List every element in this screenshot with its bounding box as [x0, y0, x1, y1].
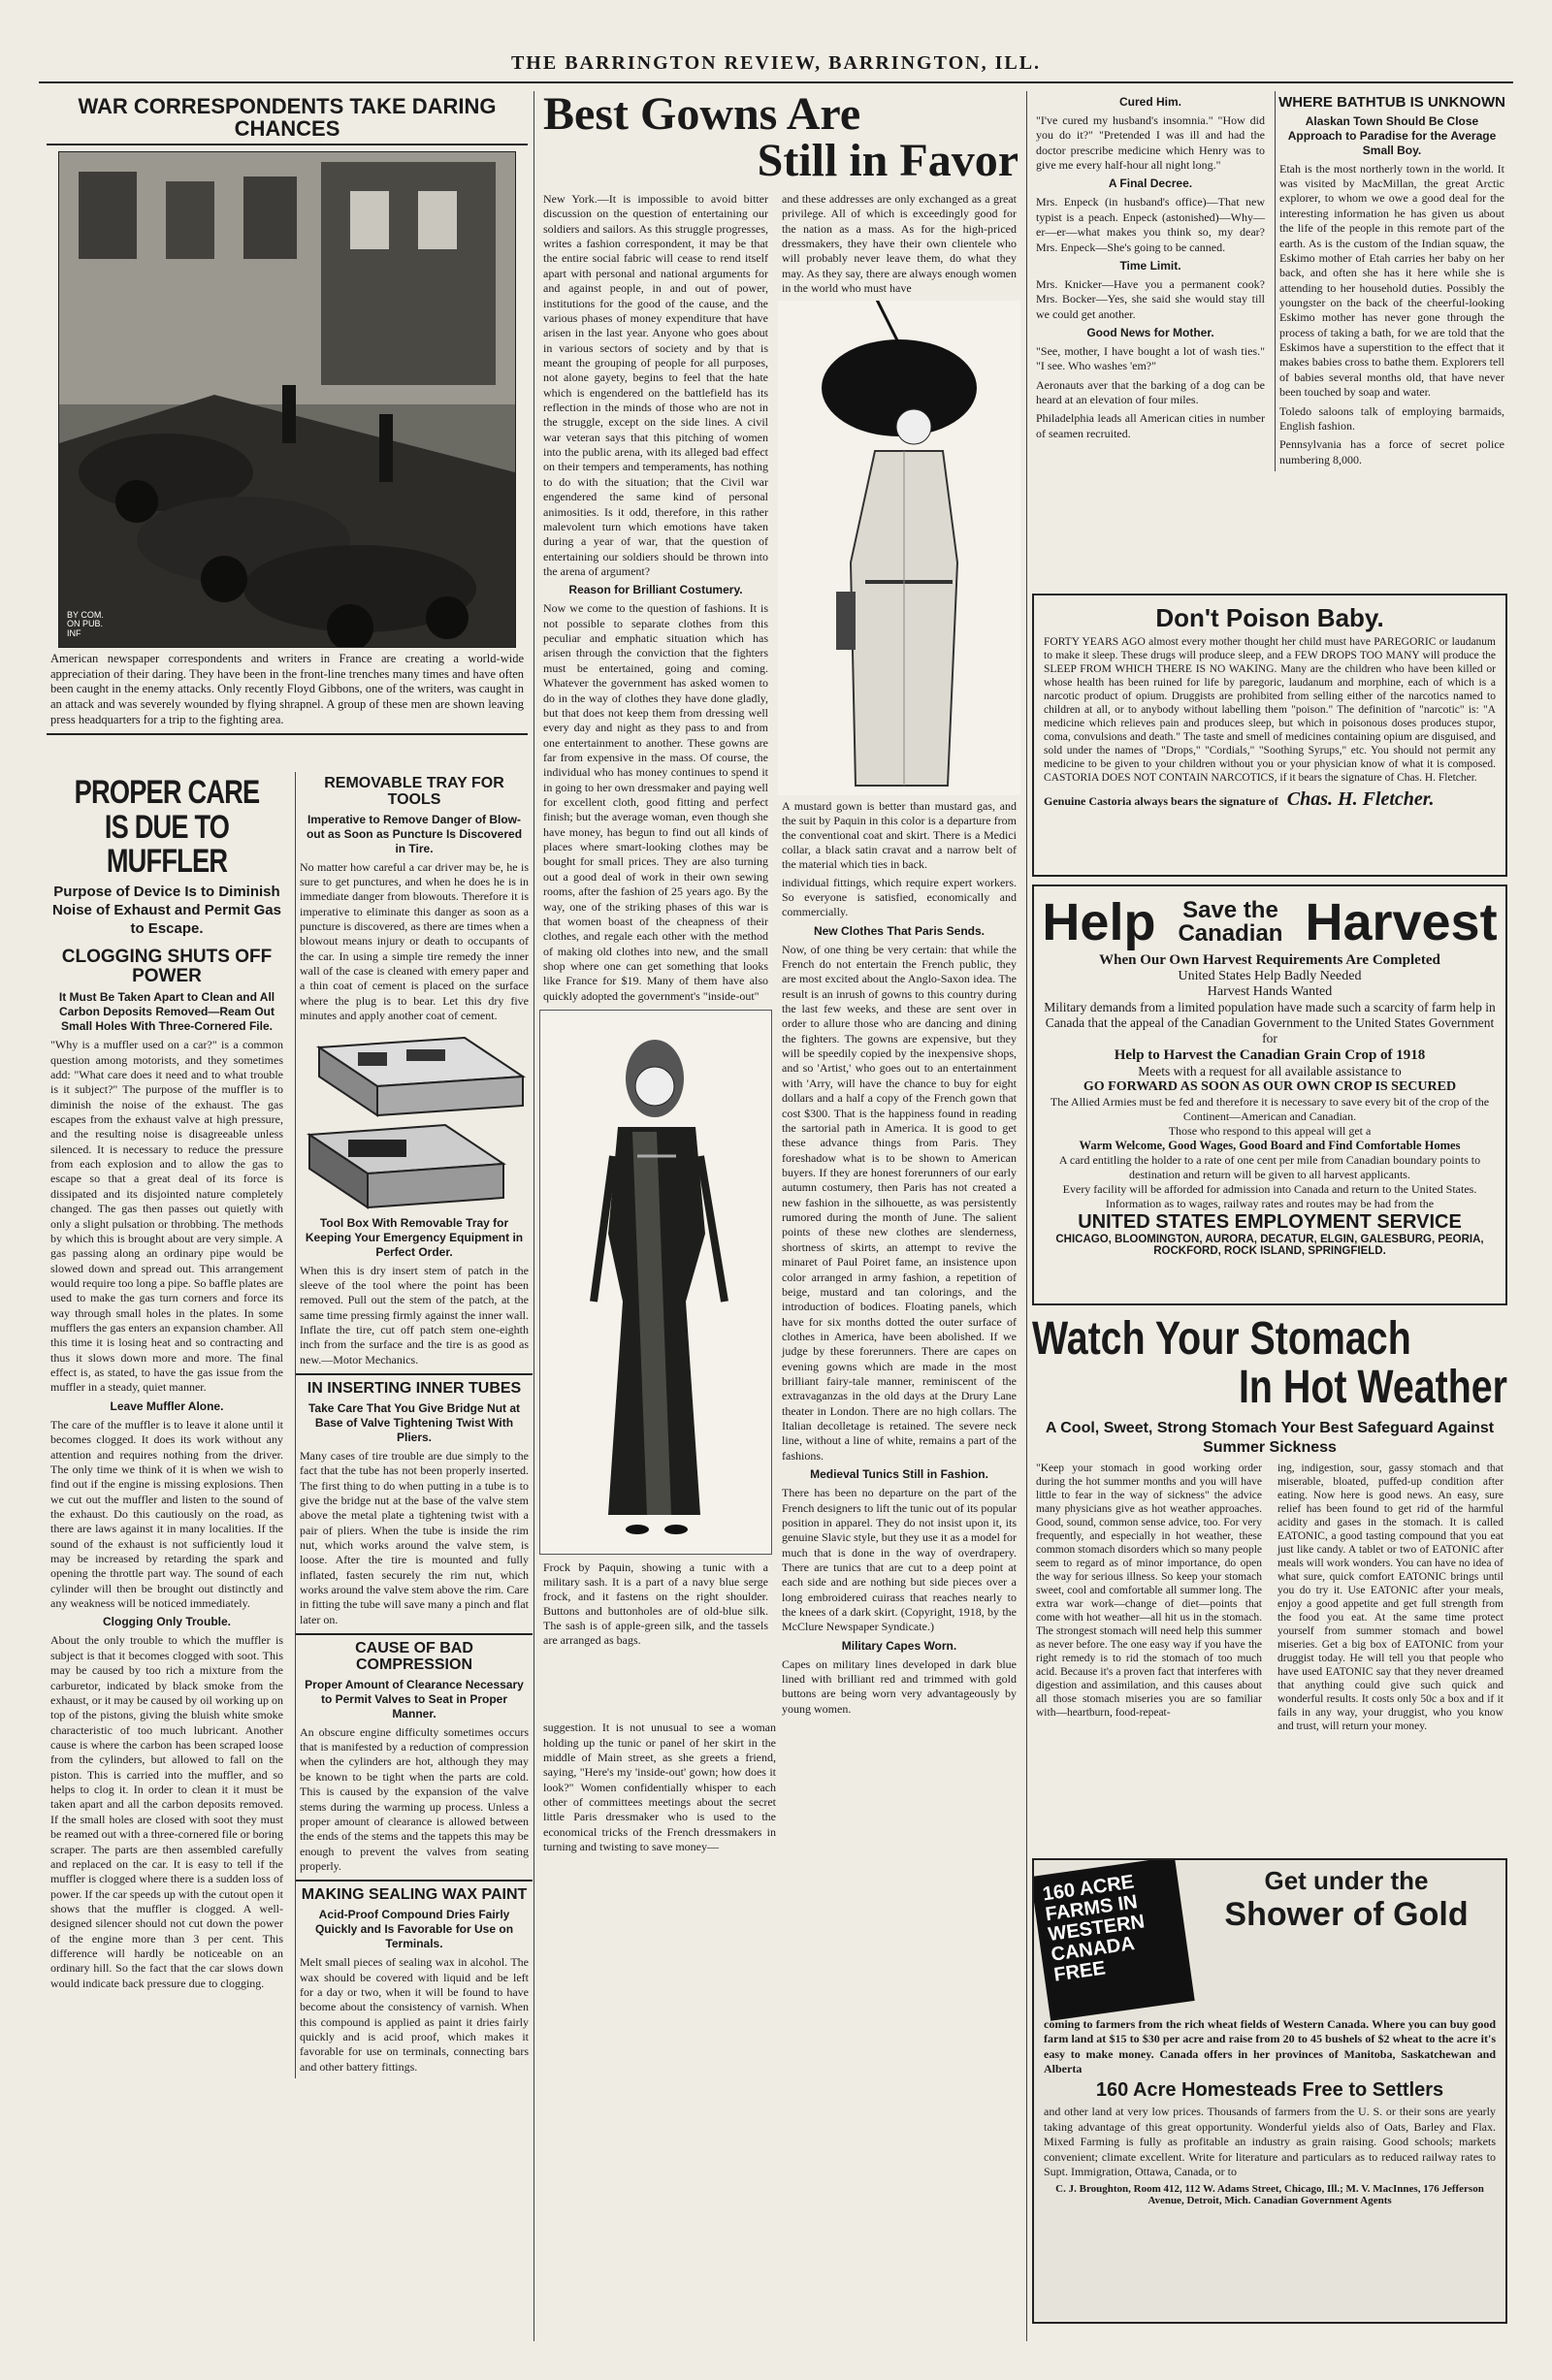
masthead: THE BARRINGTON REVIEW, BARRINGTON, ILL.: [39, 52, 1513, 83]
muffler-subhead-2: Leave Muffler Alone.: [110, 1399, 224, 1413]
eatonic-body-1: "Keep your stomach in good working order during the hot summer months and you will have little to fear in the way of sickness" the advice many physicians give as hot weather approaches. Good, sound, common sense advice, too. For very frequently, and especially in hot weather, these common stomach disorders which so many people seem to regard as of minor importance, do open the way for serious illness. So keep your stomach sweet, cool and comfortable all summer long. The extra war work—change of diet—points that come with hot weather—all hit us in the stomach. The strongest stomach will need help this summer as never before. The one easy way if you have the right remedy is to rid the stomach of too much acid. Because it's a proven fact that interferes with digestion and assimilation, and this causes about all those stomach miseries you are so familiar with—heartburn, food-repeat-: [1036, 1462, 1262, 1720]
muffler-article: [47, 772, 287, 1995]
paquin-frock-figure: [539, 1010, 772, 1555]
gowns-col-1: [539, 192, 772, 1721]
muffler-body: "Why is a muffler used on a car?" is a common question among motorists, and they sometimes add: "What care does it need and to what trouble is it subject?" The purpose of the muffler is to diminish the noise of the exhaust. The gas escapes from the exhaust valve at high pressure, and the resulting noise is disagreeable unless silenced. It is necessary to reduce the pressure from each explosion and to allow the gas to escape so that a great deal of its force is dissipated and its disjointed nature completely changed. The gas then passes out quietly with only a slight pulsation or throbbing. The methods by which this is brought about are very simple. A gas passing along an ordinary pipe would be slowed down and spread out. This arrangement would require too long a pipe. So baffle plates are used to make the gas turn corners and force its way through small holes in the plates. In some mufflers the gas enters an expansion chamber. All this time it is losing heat and so contracting and thus it slows down more and more. The final effect is, as stated, to have the gas issue from the muffler in a steady, quiet manner.: [50, 1038, 283, 1395]
muffler-body-3: About the only trouble to which the muffler is subject is that it becomes clogged with soot. This may be caused by too rich a mixture from the carburetor, indicated by black smoke from the exhaust, or it may be caused by oil working up on top of the pistons, giving the bluish white smoke characteristic of too much lubricant. Another cause is where the carbon has been scraped loose from the cylinders, but allowed to fall on the piston. This is carried into the muffler, and so helps to clog it. In order to clean it it must be taken apart and all the carbon deposits removed. If the small holes are closed with soot they must be reamed out with a three-cornered file or boring scraper. The parts are then assembled carefully and replaced on the car. It is easy to tell if the muffler is clogged where there is a sudden loss of power. If the car speeds up with the cutout open it shows that the muffler is clogged. A well-designed silencer should not cut down the power of the engine more than 3 per cent. This difference will hardly be noticeable on an ordinary hill. So the fact that the car slows down would indicate back pressure due to clogging.: [50, 1633, 283, 1990]
divider: [296, 1880, 533, 1881]
farms-top: [1040, 1866, 1500, 2011]
gowns-headline-2: Still in Favor: [757, 135, 1018, 186]
joke-body: "See, mother, I have bought a lot of wash ties." "I see. Who washes 'em?": [1036, 343, 1265, 373]
joke-body: Mrs. Knicker—Have you a permanent cook? Mrs. Bocker—Yes, she said she would stay till we could get another.: [1036, 276, 1265, 321]
muffler-subhead: CLOGGING SHUTS OFF POWER: [61, 947, 273, 987]
harvest-line: Harvest Hands Wanted: [1207, 984, 1333, 999]
castoria-ad: [1032, 594, 1507, 877]
harvest-line: Those who respond to this appeal will get a: [1168, 1123, 1372, 1138]
harvest-line: United States Help Badly Needed: [1178, 969, 1362, 983]
joke-item: [1032, 326, 1269, 374]
joke-item: [1032, 95, 1269, 173]
joke-item: [1032, 177, 1269, 254]
farms-title: [1193, 1866, 1500, 2011]
eatonic-columns: [1032, 1462, 1507, 1737]
filler-note: Toledo saloons talk of employing barmaids, English fashion.: [1279, 403, 1504, 433]
muffler-deck: Purpose of Device Is to Diminish Noise of Exhaust and Permit Gas to Escape.: [52, 884, 281, 937]
tubes-body: Many cases of tire trouble are due simply to the fact that the tube has not been properly inserted. The first thing to do when putting in a tube is to give the bridge nut at the base of the valve stem above the metal plate a tightening twist with a pair of pliers. When the tube is inside the rim nut, which works around the valve stem, is loose. After the tire is mounted and fully inflated, fasten securely the rim nut, which works around the valve stem above the rim. Care in fitting the tube will save many a pinch and flat later on.: [300, 1448, 529, 1626]
gowns-body-5: Now, of one thing be very certain: that while the French do not entertain the French public, they are most excited about the Anglo-Saxon idea. The result is an inrush of gowns to this country during the last few weeks, and these are sent over in order to allure those who are dancing and dining the fighters. The gowns are expensive, but they will be speedily copied by the inexpensive shops, and so 'Artist,' who goes out to an entertainment with 'Arry, will have the chance to buy for eight dollars and a half a copy of the French gown that cost $300. That is the happiness found in reading the sartorial path in America. It is good to get these advance things from Paris. They foreshadow what is to be shown to American buyers. If they are honest forerunners of our early autumn costumery, then Paris has not created a new fashion in the silhouette, as was persistently rumored during the month of June. The salient points of these new clothes are slenderness, shortness of skirts, an attempt to revive the minaret of Paul Poiret fame, an insistence upon color arranged in army fashion, a repetition of beige, mustard and tan colorings, and the introduction of bodices. Floating panels, which have for six months dotted the outer surface of clothes in America, have been abolished. If we judge by these forerunners. There are capes on evening gowns which are made in the most brilliant fairy-tale manner, reminiscent of the extravaganzas in the old days at the Drury Lane theater in London. There are no high collars. The Italian decolletage is retained. The severe neck line, without a line of white, remains a part of the fashions.: [782, 942, 1017, 1463]
gowns-body-3: and these addresses are only exchanged as a great privilege. All of which is exceedingly good for the nation as a mass. As for the high-priced dressmakers, they have their own clientele who will probably never leave them, do what they may. As they say, there are always enough women in the world who must have: [782, 192, 1017, 296]
muffler-headline: PROPER CARE IS DUE TO MUFFLER: [74, 774, 260, 881]
toolbox-figure: [300, 1028, 529, 1212]
war-headline: WAR CORRESPONDENTS TAKE DARING CHANCES: [47, 95, 528, 145]
harvest-save: Save the Canadian: [1178, 897, 1283, 947]
divider: [296, 1373, 533, 1375]
war-photo: [58, 151, 516, 648]
war-caption: American newspaper correspondents and writers in France are creating a world-wide appreciation of their daring. They have been in the front-line trenches many times and have often been caught in the enemy attacks. Only recently Floyd Gibbons, one of the writers, was caught in an attack and was severely wounded by flying shrapnel. A group of these men are shown leaving press headquarters for a trip to the fighting area.: [50, 652, 524, 726]
joke-title: Good News for Mother.: [1086, 325, 1214, 339]
muffler-deck-2: It Must Be Taken Apart to Clean and All Carbon Deposits Removed—Ream Out Small Holes With Three-Cornered File.: [58, 990, 275, 1034]
eatonic-headline-2: In Hot Weather: [1238, 1362, 1507, 1414]
farms-title-2: Shower of Gold: [1224, 1896, 1469, 1933]
gowns-body-8: suggestion. It is not unusual to see a woman holding up the tunic or panel of her skirt in the middle of Main street, as she greets a friend, saying, "Here's my 'inside-out' gown; how does it look?" Women confidentially whisper to each other of committees meetings about the secret little Paris dressmaker who is used to the economical tricks of the French dressmakers in turning and twisting to save money—: [543, 1721, 776, 1854]
tubes-deck: Take Care That You Give Bridge Nut at Base of Valve Tightening Twist With Pliers.: [307, 1400, 521, 1444]
harvest-cities: CHICAGO, BLOOMINGTON, AURORA, DECATUR, ELGIN, GALESBURG, PEORIA, ROCKFORD, ROCK ISLAND, SPRINGFIELD.: [1055, 1233, 1484, 1257]
harvest-line: A card entitling the holder to a rate of one cent per mile from Canadian boundary points to destination and return will be given to all harvest applicants.: [1058, 1152, 1481, 1181]
divider: [296, 1633, 533, 1635]
gowns-subhead: Reason for Brilliant Costumery.: [568, 583, 743, 597]
gowns-body: New York.—It is impossible to avoid bitter discussion on the question of entertaining our soldiers and sailors. As this struggle progresses, writes a fashion correspondent, it may be that the entire social fabric will cease to rend itself apart with personal and national arguments for and against people, in and out of power, institutions for the good of the cause, and the various phases of money expenditure that have arisen in the last year. Anyone who goes about in various sectors of society and by that is meant the grouping of people for all purposes, not alone gayety, begins to feel that the hate which is engendered on the battlefield has its reflection in the minds of those who are not in the struggle, except on the side lines. A civil war veteran says that this pitching of women into the public arena, with its alleged bad effect on their tempers and temperaments, has nothing to do with the situation; that the Civil war engendered the same kind of personal animosities. Is it odd, therefore, in this rather malevolent turn which emotions have taken during a year of war, that the question of entertaining our soldiers should be thrown into the arena of argument?: [543, 192, 768, 578]
harvest-ad: [1032, 884, 1507, 1305]
filler-note: Philadelphia leads all American cities in number of seamen recruited.: [1036, 411, 1265, 440]
tray-headline: REMOVABLE TRAY FOR TOOLS: [324, 775, 504, 808]
war-section: [47, 91, 528, 741]
bathtub-article: [1275, 91, 1508, 471]
sealing-deck: Acid-Proof Compound Dries Fairly Quickly and Is Favorable for Use on Terminals.: [314, 1908, 514, 1951]
filler-note: Aeronauts aver that the barking of a dog can be heard at an elevation of four miles.: [1036, 377, 1265, 407]
bathtub-deck: Alaskan Town Should Be Close Approach to Paradise for the Average Small Boy.: [1287, 113, 1497, 157]
street-cars-image: [59, 152, 515, 647]
jokes-column: [1032, 91, 1269, 445]
gowns-subhead-3: Medieval Tunics Still in Fashion.: [810, 1467, 988, 1482]
harvest-agency: UNITED STATES EMPLOYMENT SERVICE: [1078, 1210, 1462, 1233]
mustard-gown-illustration: [778, 301, 1020, 795]
compression-body: An obscure engine difficulty sometimes occurs that is manifested by a reduction of compression when the cylinders are hot, although they may be known to be tight when the parts are cold. This is caused by the expansion of the valve stems during the warming up process. Unless a proper amount of clearance is allowed between the ends of the stems and the tappets this may be enough to prevent the valves from seating properly.: [300, 1724, 529, 1873]
farms-agents: C. J. Broughton, Room 412, 112 W. Adams Street, Chicago, Ill.; M. V. MacInnes, 176 Jefferson Avenue, Detroit, Mich. Canadian Government Agents: [1055, 2183, 1484, 2207]
tray-body: No matter how careful a car driver may be, he is sure to get punctures, and when he does he is in immediate danger from blowouts. Therefore it is imperative to eliminate this danger as soon as a puncture is discovered, as there are times when a blowout means injury or death to occupants of the car. In using a simple tire remedy the inner wall of the case is cleaned with emery paper and a thin coat of cement is placed on the surface where the plug is to bear. Let this dry five minutes and apply another coat of cement.: [300, 859, 529, 1023]
photo-credit: BY COM. ON PUB. INF: [67, 609, 104, 639]
castoria-footer-text: Genuine Castoria always bears the signature of: [1044, 794, 1278, 809]
farms-subtitle: 160 Acre Homesteads Free to Settlers: [1095, 2079, 1444, 2102]
farms-title-1: Get under the: [1264, 1866, 1429, 1895]
compression-headline: CAUSE OF BAD COMPRESSION: [355, 1640, 473, 1673]
harvest-line: Warm Welcome, Good Wages, Good Board and Find Comfortable Homes: [1079, 1138, 1461, 1152]
sealing-body: Melt small pieces of sealing wax in alcohol. The wax should be covered with liquid and be left for a day or two, when it will be found to have become about the consistency of varnish. When this compound is applied as paint it dries fairly quickly and is acid proof, which makes it favorable for use on terminals, connecting bars and other battery fittings.: [300, 1955, 529, 2074]
farms-body-1: coming to farmers from the rich wheat fields of Western Canada. Where you can buy good farm land at $15 to $30 per acre and raise from 20 to 45 bushels of $2 wheat to the acre it's easy to make money. Canada offers in her provinces of Manitoba, Saskatchewan and Alberta: [1044, 2017, 1496, 2076]
gowns-headline-1: Best Gowns Are: [543, 88, 861, 140]
harvest-line: Every facility will be afforded for admission into Canada and return to the United States.: [1062, 1181, 1477, 1196]
fletcher-signature: Chas. H. Fletcher.: [1286, 788, 1435, 811]
mustard-gown-figure: [778, 301, 1020, 795]
farms-body-2: and other land at very low prices. Thousands of farmers from the U. S. or their sons are yearly taking advantage of this great opportunity. Wonderful yields also of Oats, Barley and Flax. Mixed Farming is fully as profitable an industry as grain raising. Good schools; markets convenient; climate excellent. Write for literature and particulars as to reduced railway rates to Supt. Immigration, Ottawa, Canada, or to: [1044, 2105, 1496, 2178]
farms-badge: 160 ACRE FARMS IN WESTERN CANADA FREE: [1032, 1858, 1195, 2021]
divider: [47, 733, 528, 735]
filler-note: Pennsylvania has a force of secret police numbering 8,000.: [1279, 437, 1504, 466]
sealing-headline: MAKING SEALING WAX PAINT: [301, 1886, 528, 1904]
harvest-banner: [1040, 892, 1500, 952]
toolbox-illustration: [300, 1028, 529, 1212]
gowns-body-7: Capes on military lines developed in dark blue lined with brilliant red and trimmed with gold buttons are being worn very advantageously by young women.: [782, 1656, 1017, 1716]
gowns-subhead-2: New Clothes That Paris Sends.: [813, 923, 986, 938]
paquin-frock-caption: Frock by Paquin, showing a tunic with a military sash. It is a part of a navy blue serge frock, and it fastens on the right shoulder. Buttons and buttonholes are of old-blue silk. The sash is of apple-green silk, and the tassels are arranged as bags.: [543, 1560, 768, 1648]
gowns-columns: [539, 192, 1022, 1721]
harvest-line: Help to Harvest the Canadian Grain Crop of 1918: [1114, 1046, 1426, 1063]
paquin-frock-illustration: [540, 1011, 771, 1554]
muffler-body-2: The care of the muffler is to leave it alone until it becomes clogged. It does its work without any attention and requires nothing from the driver. The only time we think of it is when we wish to find out if the engine is missing explosions. Then we cut out the muffler and listen to the sound of the exhaust. Do this cautiously on the road, as there are laws against it in many localities. If the sound of the exhaust is not sufficiently loud it may be increased by retarding the spark and opening the throttle part way. The sound of each cylinder will then be brought out distinctly and any weakness will be noticed immediately.: [50, 1417, 283, 1611]
joke-title: Time Limit.: [1119, 258, 1181, 273]
tubes-headline: IN INSERTING INNER TUBES: [307, 1380, 522, 1398]
harvest-line: When Our Own Harvest Requirements Are Completed: [1099, 952, 1440, 968]
canada-farms-ad: [1032, 1858, 1507, 2324]
joke-title: A Final Decree.: [1108, 177, 1193, 191]
eatonic-body-2: ing, indigestion, sour, gassy stomach and that miserable, bloated, puffed-up condition after eating. Now here is good news. An easy, sure relief has been found to get rid of the harmful acidity and gases in the stomach. It is called EATONIC, a good tasting compound that you eat just like candy. A tablet or two of EATONIC after meals will work wonders. You can have no idea of what sure, quick comfort EATONIC brings until you do try it. Use EATONIC after your meals, enjoy a good appetite and get full strength from the food you eat. At the same time protect yourself from summer stomach and bowel miseries. Get a big box of EATONIC from your druggist today. He will tell you that people who have used EATONIC say that they never dreamed that anything could give such quick and wonderful results. It costs only 50c a box and if it fails in any way, your druggist, who you know and trust, will return your money.: [1277, 1462, 1504, 1733]
auto-tips-column: [295, 772, 533, 2078]
castoria-body: FORTY YEARS AGO almost every mother thought her child must have PAREGORIC or laudanum to make it sleep. These drugs will produce sleep, and a FEW DROPS TOO MANY will produce the SLEEP FROM WHICH THERE IS NO WAKING. Many are the children who have been killed or whose health has been ruined for life by paregoric, laudanum and morphine, each of which is a narcotic product of opium. Druggists are prohibited from selling either of the narcotics named to children at all, or to anybody without labelling them "poison." The definition of "narcotic" is: "A medicine which relieves pain and produces sleep, but which in poisonous doses produces stupor, coma, convulsions and death." The taste and smell of medicines containing opium are disguised, and sold under the names of "Drops," "Cordials," "Soothing Syrups," etc. You should not permit any medicine to be given to your children without you or your physician know of what it is composed. CASTORIA DOES NOT CONTAIN NARCOTICS, if it bears the signature of Chas. H. Fletcher.: [1044, 636, 1496, 785]
gowns-subhead-4: Military Capes Worn.: [841, 1638, 957, 1653]
muffler-subhead-3: Clogging Only Trouble.: [103, 1615, 231, 1629]
joke-item: [1032, 259, 1269, 322]
eatonic-deck: A Cool, Sweet, Strong Stomach Your Best Safeguard Against Summer Sickness: [1045, 1419, 1495, 1456]
eatonic-ad: [1032, 1315, 1507, 1849]
joke-title: Cured Him.: [1118, 95, 1181, 109]
harvest-word: Harvest: [1305, 893, 1498, 951]
harvest-line: Military demands from a limited population have made such a scarcity of farm help in Canada that the appeal of the Canadian Government to the United States Government for: [1044, 1000, 1496, 1046]
gowns-col-2: [778, 192, 1020, 1721]
gowns-article: [539, 88, 1022, 1858]
harvest-line: GO FORWARD AS SOON AS OUR OWN CROP IS SECURED: [1083, 1078, 1457, 1094]
column-rule: [1026, 91, 1027, 2341]
toolbox-caption: Tool Box With Removable Tray for Keeping Your Emergency Equipment in Perfect Order.: [305, 1215, 524, 1259]
tray-body-2: When this is dry insert stem of patch in the sleeve of the tool where the point has been removed. Pull out the stem of the patch, at the same time pressing firmly against the inner wall. Inflate the tire, cut off patch stem one-eighth inch from the surface and the tire is as good as new.—Motor Mechanics.: [300, 1263, 529, 1367]
joke-body: "I've cured my husband's insomnia." "How did you do it?" "Pretended I was ill and had the doctor prescribe medicine which Henry was to give me every half-hour all night long.": [1036, 113, 1265, 173]
gowns-body-6: There has been no departure on the part of the French designers to lift the tunic out of its popular position in apparel. They do not insist upon it, its genuine Slavic style, but they use it as a model for much that is done in the way of overdrapery. There are tunics that are cut to a deep point at each side and are nothing but side pieces over a long embroidered cuirass that reaches nearly to the knees of a dark skirt. (Copyright, 1918, by the McClure Newspaper Syndicate.): [782, 1486, 1017, 1634]
harvest-line: The Allied Armies must be fed and therefore it is necessary to save every bit of the crop of the Continent—American and Canadian.: [1050, 1094, 1490, 1123]
tray-deck: Imperative to Remove Danger of Blow-out as Soon as Puncture Is Discovered in Tire.: [306, 812, 523, 855]
castoria-footer: [1044, 788, 1496, 811]
eatonic-headline-1: Watch Your Stomach: [1032, 1315, 1411, 1365]
bathtub-body: Etah is the most northerly town in the world. It was visited by MacMillan, the great Arctic explorer, to whom we owe a good deal for the interesting information he has given us about the life of the people in this remote part of the earth. As is the custom of the Indian squaw, the Eskimo mother of Etah carries her baby on her back, and often she has it here while she is attending to her household duties. Possibly the youngster on the back of the cheerful-looking Eskimo mother has never gone through the process of taking a bath, for we are told that the Eskimos have a superstition to the effect that it makes babies cross to bathe them. Explorers tell of babies several months old, that have never been touched by soap and water.: [1279, 161, 1504, 400]
harvest-line: Meets with a request for all available assistance to: [1138, 1063, 1402, 1078]
castoria-headline: Don't Poison Baby.: [1155, 603, 1384, 632]
gowns-body-4: individual fittings, which require expert workers. So everyone is satisfied, economically and commercially.: [782, 875, 1017, 919]
mustard-gown-caption: A mustard gown is better than mustard gas, and the suit by Paquin in this color is a departure from the conventional coat and skirt. There is a Medici collar, a black satin cravat and a narrow belt of the material which ties in back.: [782, 798, 1017, 871]
bathtub-headline: WHERE BATHTUB IS UNKNOWN: [1278, 94, 1505, 111]
gowns-body-2: Now we come to the question of fashions. It is not possible to separate clothes from this peculiar and emphatic situation which has arisen through the conviction that the fighters must be entertained, going and coming. Whatever the government has asked women to do in the way of clothes they have done gladly, but that does not keep them from dressing well every day and night as they pass to and from one entertainment to another. These gowns are far from expensive in the mass. Of course, the individual who has money continues to spend it in going to her own dressmaker and paying well for excellent cloth, good fitting and perfect finish; but the average woman, even though she have money, has begun to find out all kinds of places where smart-looking clothes may be bought for small prices. They are also turning out a good deal of work in their own sewing rooms, after the fashion of 25 years ago. By the way, one of the striking phases of this war is that women boast of the cheapness of their clothes, and regale each other with the method of making old clothes into new, and the small shop where one can get something that looks like France for $19. Many of them have also quickly adopted the government's "inside-out": [543, 601, 768, 1003]
compression-deck: Proper Amount of Clearance Necessary to Permit Valves to Seat in Proper Manner.: [305, 1677, 524, 1721]
harvest-line: Information as to wages, railway rates and routes may be had from the: [1105, 1196, 1435, 1210]
joke-body: Mrs. Enpeck (in husband's office)—That new typist is a peach. Enpeck (astonished)—Why—er—er—what makes you think so, my dear? Mrs. Enpeck—She's going to be canned.: [1036, 195, 1265, 254]
harvest-help: Help: [1042, 893, 1156, 951]
